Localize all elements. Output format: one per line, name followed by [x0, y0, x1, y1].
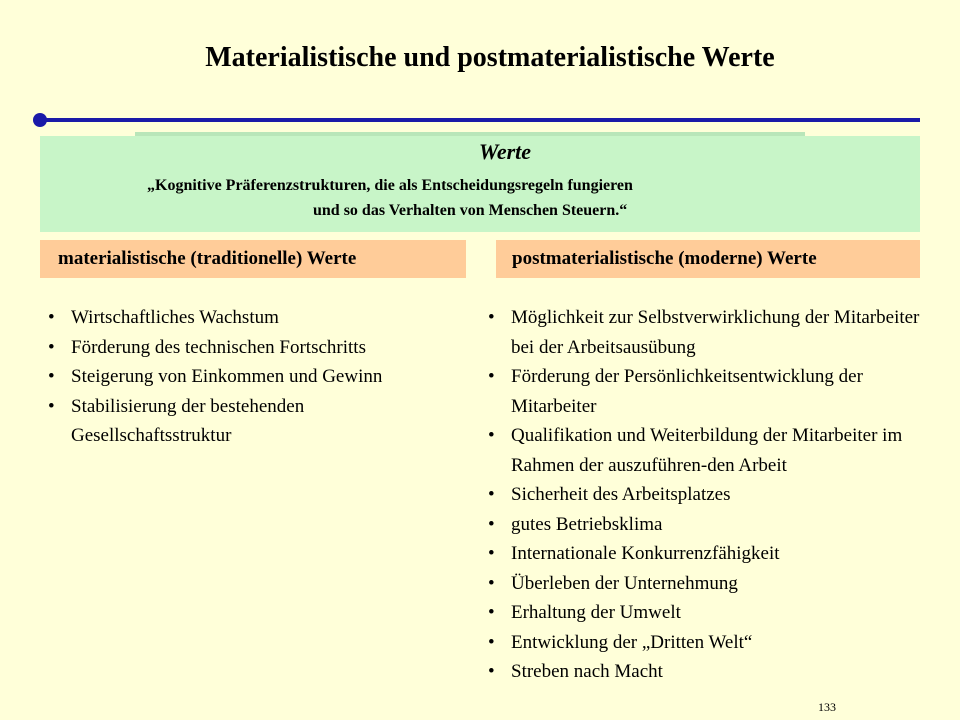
list-item: • Streben nach Macht — [488, 657, 928, 687]
list-item: • Stabilisierung der bestehenden Gesellschaftsstruktur — [48, 392, 468, 451]
list-item: • Steigerung von Einkommen und Gewinn — [48, 362, 468, 392]
list-item: • Förderung des technischen Fortschritts — [48, 333, 468, 363]
definition-text-line-2: und so das Verhalten von Menschen Steuern.“ — [313, 202, 628, 219]
list-item: • gutes Betriebsklima — [488, 510, 928, 540]
list-item: • Entwicklung der „Dritten Welt“ — [488, 628, 928, 658]
list-item: • Möglichkeit zur Selbstverwirklichung der Mitarbeiter bei der Arbeitsausübung — [488, 303, 928, 362]
list-item: • Qualifikation und Weiterbildung der Mitarbeiter im Rahmen der auszuführen-den Arbeit — [488, 421, 928, 480]
definition-heading: Werte — [478, 139, 532, 164]
materialist-values-list — [48, 303, 468, 451]
list-item: • Überleben der Unternehmung — [488, 569, 928, 599]
materialist-values-heading: materialistische (traditionelle) Werte — [40, 240, 466, 278]
definition-box — [40, 136, 920, 232]
list-item: • Förderung der Persönlichkeitsentwicklung der Mitarbeiter — [488, 362, 928, 421]
definition-text-line-1: „Kognitive Präferenzstrukturen, die als Entscheidungsregeln fungieren — [147, 177, 633, 194]
page-number: 133 — [818, 700, 836, 714]
postmaterialist-values-heading: postmaterialistische (moderne) Werte — [496, 240, 920, 278]
list-item: • Internationale Konkurrenzfähigkeit — [488, 539, 928, 569]
list-item: • Erhaltung der Umwelt — [488, 598, 928, 628]
postmaterialist-values-list — [488, 303, 928, 687]
slide-title: Materialistische und postmaterialistische Werte — [205, 42, 775, 73]
title-rule — [40, 118, 920, 122]
list-item: • Wirtschaftliches Wachstum — [48, 303, 468, 333]
list-item: • Sicherheit des Arbeitsplatzes — [488, 480, 928, 510]
